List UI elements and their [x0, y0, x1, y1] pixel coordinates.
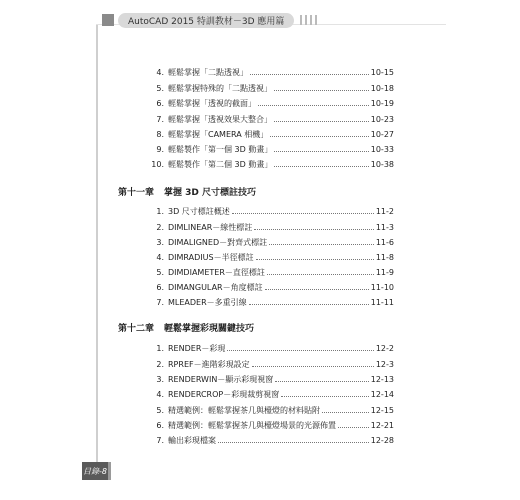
toc-entry[interactable] [150, 342, 394, 354]
toc-leader-dots [274, 151, 368, 152]
toc-leader-dots [275, 381, 368, 382]
toc-leader-dots [265, 289, 369, 290]
toc-entry-number: 7. [156, 435, 164, 445]
toc-entry-title: 精選範例：輕鬆掌握茶几與檯燈的材料貼附 [168, 405, 320, 415]
toc-entry-page: 10-38 [370, 159, 394, 169]
toc-entry-title: 精選範例：輕鬆掌握茶几與檯燈場景的光源佈置 [168, 420, 336, 430]
header-title: AutoCAD 2015 特訓教材－3D 應用篇 [118, 13, 294, 28]
toc-leader-dots [281, 396, 369, 397]
toc-entry[interactable] [150, 221, 394, 233]
toc-entry-page: 11-3 [375, 222, 394, 232]
toc-entry[interactable] [150, 388, 394, 400]
toc-entry-page: 10-15 [370, 67, 394, 77]
toc-leader-dots [256, 259, 374, 260]
toc-entry[interactable] [150, 128, 394, 140]
toc-entry-title: 輕鬆掌握「透視的截面」 [168, 98, 256, 108]
toc-entry-number: 2. [156, 359, 164, 369]
toc-entry-number: 7. [156, 114, 164, 124]
toc-entry[interactable] [150, 236, 394, 248]
toc-entry-number: 5. [156, 83, 164, 93]
toc-leader-dots [218, 442, 369, 443]
toc-entry-number: 4. [156, 252, 164, 262]
toc-entry-title: 輸出彩現檔案 [168, 435, 216, 445]
toc-entry-title: RENDERCROP－彩現裁剪視窗 [168, 389, 280, 399]
toc-entry-title: 輕鬆掌握特殊的「二點透視」 [168, 83, 272, 93]
toc-leader-dots [249, 304, 369, 305]
page-tab-edge [108, 462, 111, 480]
toc-entry[interactable] [150, 143, 394, 155]
toc-entry-title: RPREF－進階彩現設定 [168, 359, 250, 369]
toc-leader-dots [252, 366, 374, 367]
chapter-heading[interactable] [118, 321, 254, 334]
toc-entry-title: 輕鬆掌握「二點透視」 [168, 67, 248, 77]
chapter-title: 掌握 3D 尺寸標註技巧 [164, 188, 257, 198]
toc-leader-dots [232, 213, 374, 214]
toc-entry-number: 3. [156, 237, 164, 247]
toc-entry-number: 6. [156, 420, 164, 430]
toc-entry-title: MLEADER－多重引線 [168, 297, 247, 307]
toc-entry[interactable] [150, 113, 394, 125]
toc-entry[interactable] [150, 281, 394, 293]
toc-entry-page: 11-10 [370, 282, 394, 292]
toc-entry-number: 4. [156, 389, 164, 399]
page-number-tab: 目錄-8 [82, 462, 108, 480]
chapter-title: 輕鬆掌握彩現關鍵技巧 [164, 324, 255, 334]
toc-leader-dots [274, 90, 369, 91]
toc-entry-number: 5. [156, 405, 164, 415]
toc-entry-page: 12-2 [375, 343, 394, 353]
toc-entry[interactable] [150, 66, 394, 78]
chapter-number: 第十一章 [118, 188, 155, 198]
toc-entry[interactable] [150, 251, 394, 263]
toc-entry-number: 4. [156, 67, 164, 77]
toc-entry[interactable] [150, 97, 394, 109]
toc-entry-number: 9. [156, 144, 164, 154]
toc-entry-page: 11-6 [375, 237, 394, 247]
toc-entry-page: 12-14 [370, 389, 394, 399]
toc-entry-page: 10-27 [370, 129, 394, 139]
toc-entry-page: 10-18 [370, 83, 394, 93]
toc-leader-dots [274, 121, 369, 122]
toc-entry-page: 11-2 [375, 206, 394, 216]
chapter-number: 第十二章 [118, 324, 155, 334]
toc-entry-number: 2. [156, 222, 164, 232]
toc-entry-page: 12-15 [370, 405, 394, 415]
toc-entry-number: 8. [156, 129, 164, 139]
toc-entry-title: 輕鬆製作「第一個 3D 動畫」 [168, 144, 273, 154]
toc-entry-title: 輕鬆掌握「CAMERA 相機」 [168, 129, 269, 139]
toc-entry-title: DIMALIGNED－對齊式標註 [168, 237, 268, 247]
toc-leader-dots [322, 412, 369, 413]
toc-entry-title: 輕鬆掌握「透視效果大整合」 [168, 114, 272, 124]
toc-leader-dots [254, 229, 374, 230]
toc-leader-dots [338, 427, 369, 428]
toc-entry-page: 12-28 [370, 435, 394, 445]
toc-leader-dots [250, 74, 369, 75]
toc-leader-dots [267, 274, 374, 275]
toc-entry[interactable] [150, 358, 394, 370]
toc-leader-dots [269, 244, 374, 245]
toc-entry-title: DIMDIAMETER－直徑標註 [168, 267, 265, 277]
toc-entry-title: DIMANGULAR－角度標註 [168, 282, 263, 292]
toc-entry-number: 10. [151, 159, 164, 169]
toc-entry[interactable] [150, 296, 394, 308]
toc-entry-page: 12-3 [375, 359, 394, 369]
toc-entry-page: 11-8 [375, 252, 394, 262]
toc-entry-title: RENDERWIN－顯示彩現視窗 [168, 374, 274, 384]
toc-entry-page: 11-9 [375, 267, 394, 277]
toc-entry-title: 3D 尺寸標註概述 [168, 206, 230, 216]
toc-leader-dots [270, 136, 368, 137]
toc-entry-page: 12-13 [370, 374, 394, 384]
toc-entry-title: DIMRADIUS－半徑標註 [168, 252, 254, 262]
toc-entry-title: DIMLINEAR－線性標註 [168, 222, 253, 232]
toc-entry-number: 7. [156, 297, 164, 307]
toc-entry-page: 10-33 [370, 144, 394, 154]
toc-entry[interactable] [150, 266, 394, 278]
toc-entry-number: 3. [156, 374, 164, 384]
toc-entry-title: RENDER－彩現 [168, 343, 226, 353]
toc-entry[interactable] [150, 419, 394, 431]
toc-entry[interactable] [150, 82, 394, 94]
chapter-heading[interactable] [118, 185, 256, 198]
toc-entry-page: 10-19 [370, 98, 394, 108]
toc-entry[interactable] [150, 205, 394, 217]
toc-entry-page: 12-21 [370, 420, 394, 430]
toc-leader-dots [227, 350, 373, 351]
toc-entry-page: 10-23 [370, 114, 394, 124]
toc-entry-number: 5. [156, 267, 164, 277]
toc-entry-number: 1. [156, 206, 164, 216]
toc-leader-dots [258, 105, 369, 106]
toc-entry-number: 1. [156, 343, 164, 353]
toc-entry[interactable] [150, 158, 394, 170]
toc-entry-number: 6. [156, 282, 164, 292]
toc-entry-number: 6. [156, 98, 164, 108]
toc-leader-dots [274, 166, 368, 167]
toc-entry-title: 輕鬆製作「第二個 3D 動畫」 [168, 159, 273, 169]
toc-entry[interactable] [150, 373, 394, 385]
toc-entry[interactable] [150, 404, 394, 416]
toc-entry-page: 11-11 [370, 297, 394, 307]
toc-entry[interactable] [150, 434, 394, 446]
